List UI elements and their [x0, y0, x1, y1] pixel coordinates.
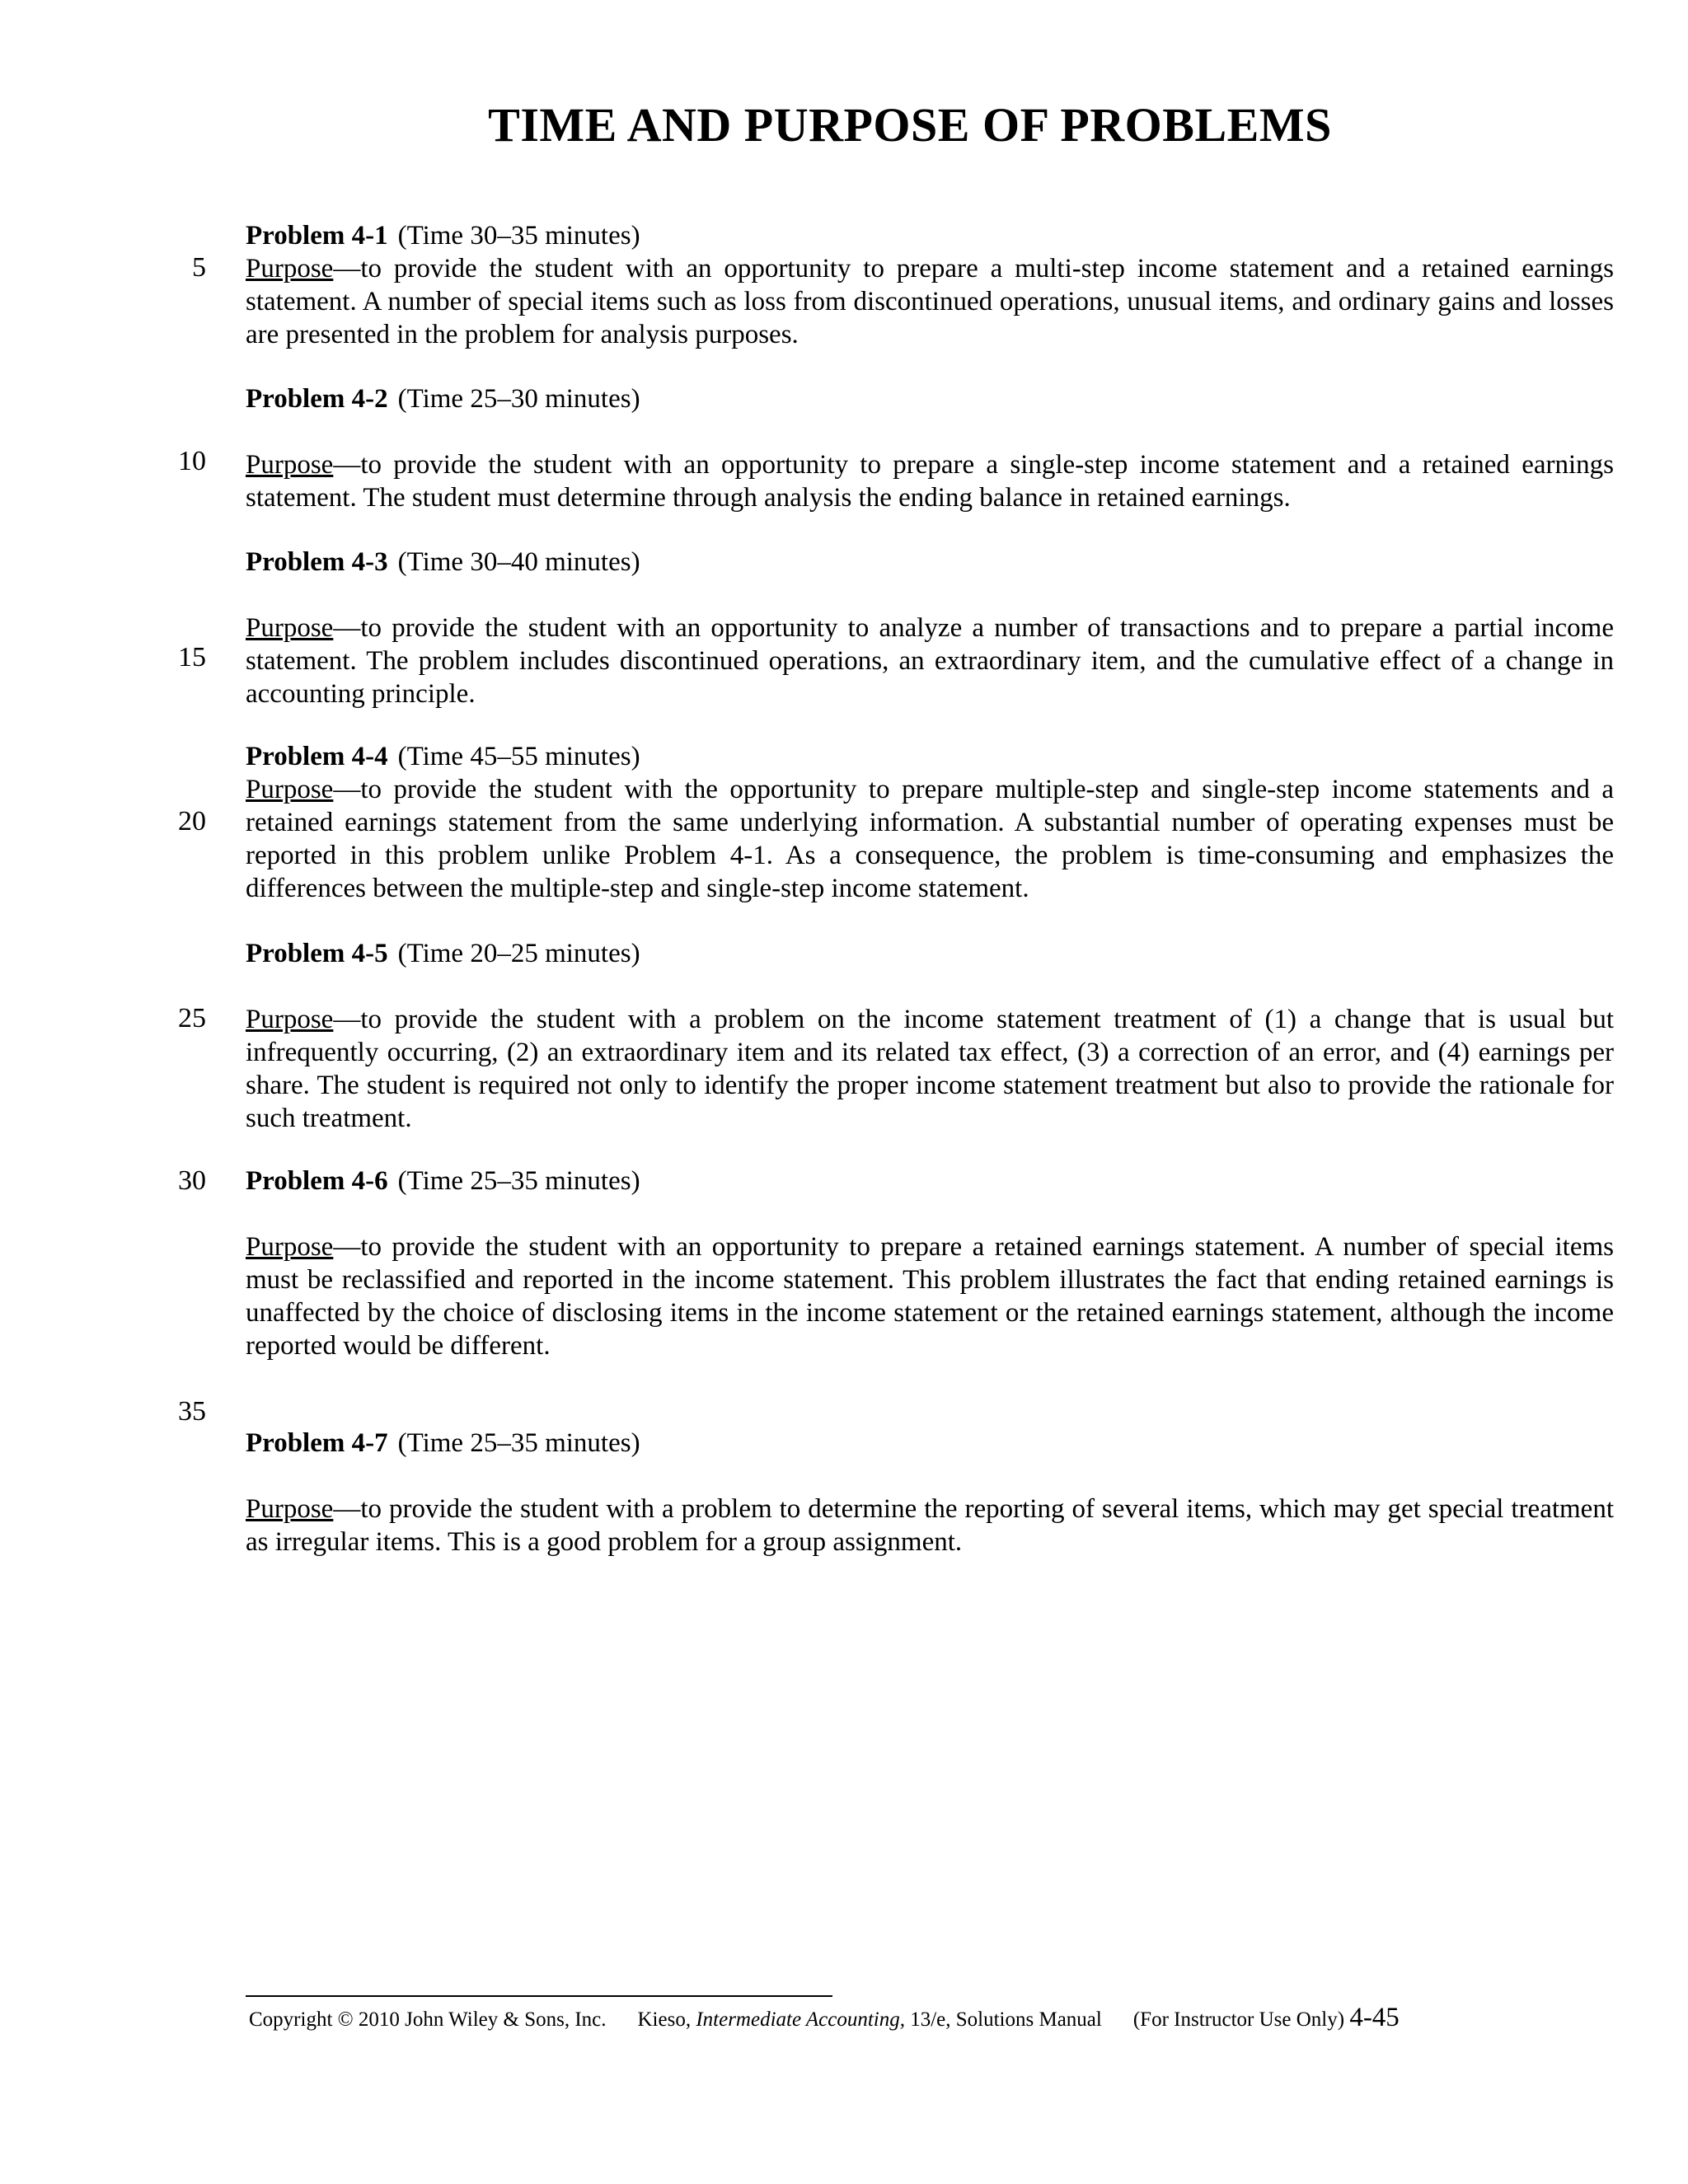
problem-block	[246, 1427, 1614, 1558]
purpose-word: Purpose	[246, 254, 334, 284]
problem-heading	[246, 219, 1614, 252]
problem-heading	[246, 546, 1614, 579]
purpose-word: Purpose	[246, 1232, 334, 1262]
footer-book-title: Intermediate Accounting,	[696, 2008, 905, 2031]
purpose-text: —to provide the student with an opportunity to analyze a number of transactions and to prepare a partial income statement. The problem includes discontinued operations, an extraordinary item, and the cumulative effect of a change in accounting principle.	[246, 613, 1614, 709]
problem-purpose	[246, 1493, 1614, 1558]
purpose-text: —to provide the student with the opportunity to prepare multiple-step and single-step income statements and a retained earnings statement from the same underlying information. A substantial number of operating expenses must be reported in this problem unlike Problem 4-1. As a consequence, the problem is time-consuming and emphasizes the differences between the multiple-step and single-step income statement.	[246, 775, 1614, 903]
purpose-text: —to provide the student with an opportunity to prepare a multi-step income statement and a retained earnings statement. A number of special items such as loss from discontinued operations, unusual items, and ordinary gains and losses are presented in the problem for analysis purposes.	[246, 254, 1614, 349]
problem-block	[246, 1165, 1614, 1362]
page-footer	[249, 2001, 1535, 2036]
problem-purpose	[246, 252, 1614, 351]
footer-page-number: 4-45	[1349, 2003, 1400, 2032]
problem-block	[246, 219, 1614, 351]
line-number: 20	[178, 806, 206, 837]
problem-label: Problem 4-1	[246, 221, 388, 251]
line-number: 30	[178, 1165, 206, 1196]
problem-purpose	[246, 1230, 1614, 1362]
problem-purpose	[246, 773, 1614, 905]
purpose-word: Purpose	[246, 1494, 334, 1524]
footer-edition: 13/e, Solutions Manual	[910, 2008, 1102, 2031]
problem-purpose	[246, 612, 1614, 710]
problem-time: (Time 25–35 minutes)	[397, 1166, 640, 1196]
footer-copyright: Copyright © 2010 John Wiley & Sons, Inc.	[249, 2008, 607, 2031]
purpose-word: Purpose	[246, 775, 334, 804]
line-number: 10	[178, 446, 206, 476]
purpose-text: —to provide the student with a problem to determine the reporting of several items, which may get special treatment as irregular items. This is a good problem for a group assignment.	[246, 1494, 1614, 1557]
line-number: 35	[178, 1396, 206, 1427]
problem-heading	[246, 382, 1614, 415]
problem-label: Problem 4-7	[246, 1428, 388, 1458]
problem-time: (Time 25–35 minutes)	[397, 1428, 640, 1458]
problem-heading	[246, 937, 1614, 970]
footer-usage: (For Instructor Use Only)	[1132, 2008, 1345, 2031]
problem-heading	[246, 740, 1614, 773]
problem-label: Problem 4-4	[246, 742, 388, 771]
problem-block	[246, 546, 1614, 710]
problem-purpose	[246, 1003, 1614, 1135]
line-number: 25	[178, 1003, 206, 1033]
purpose-text: —to provide the student with an opportunity to prepare a retained earnings statement. A number of special items must be reclassified and reported in the income statement. This problem illustrates the fact that ending retained earnings is unaffected by the choice of disclosing items in the income statement or the retained earnings statement, although the income reported would be different.	[246, 1232, 1614, 1361]
purpose-word: Purpose	[246, 613, 334, 643]
problem-block	[246, 740, 1614, 905]
page-title: TIME AND PURPOSE OF PROBLEMS	[488, 98, 1332, 152]
problem-heading	[246, 1427, 1614, 1460]
footer-rule	[246, 1995, 832, 1997]
problem-time: (Time 45–55 minutes)	[397, 742, 640, 771]
problem-time: (Time 25–30 minutes)	[397, 384, 640, 414]
problem-label: Problem 4-3	[246, 547, 388, 577]
purpose-text: —to provide the student with an opportunity to prepare a single-step income statement and a retained earnings statement. The student must determine through analysis the ending balance in retained earnings.	[246, 450, 1614, 513]
problem-label: Problem 4-2	[246, 384, 388, 414]
footer-author: Kieso,	[637, 2008, 692, 2031]
problem-heading	[246, 1165, 1614, 1197]
purpose-word: Purpose	[246, 450, 334, 480]
line-number: 5	[192, 252, 206, 283]
purpose-text: —to provide the student with a problem on the income statement treatment of (1) a change that is usual but infrequently occurring, (2) an extraordinary item and its related tax effect, (3) a correction of an error, and (4) earnings per share. The student is required not only to identify the proper income statement treatment but also to provide the rationale for such treatment.	[246, 1005, 1614, 1133]
problem-time: (Time 20–25 minutes)	[397, 939, 640, 968]
problem-purpose	[246, 448, 1614, 514]
problem-time: (Time 30–40 minutes)	[397, 547, 640, 577]
problem-label: Problem 4-5	[246, 939, 388, 968]
line-number: 15	[178, 642, 206, 673]
problem-block	[246, 937, 1614, 1135]
problem-time: (Time 30–35 minutes)	[397, 221, 640, 251]
problem-label: Problem 4-6	[246, 1166, 388, 1196]
purpose-word: Purpose	[246, 1005, 334, 1034]
problem-block	[246, 382, 1614, 514]
